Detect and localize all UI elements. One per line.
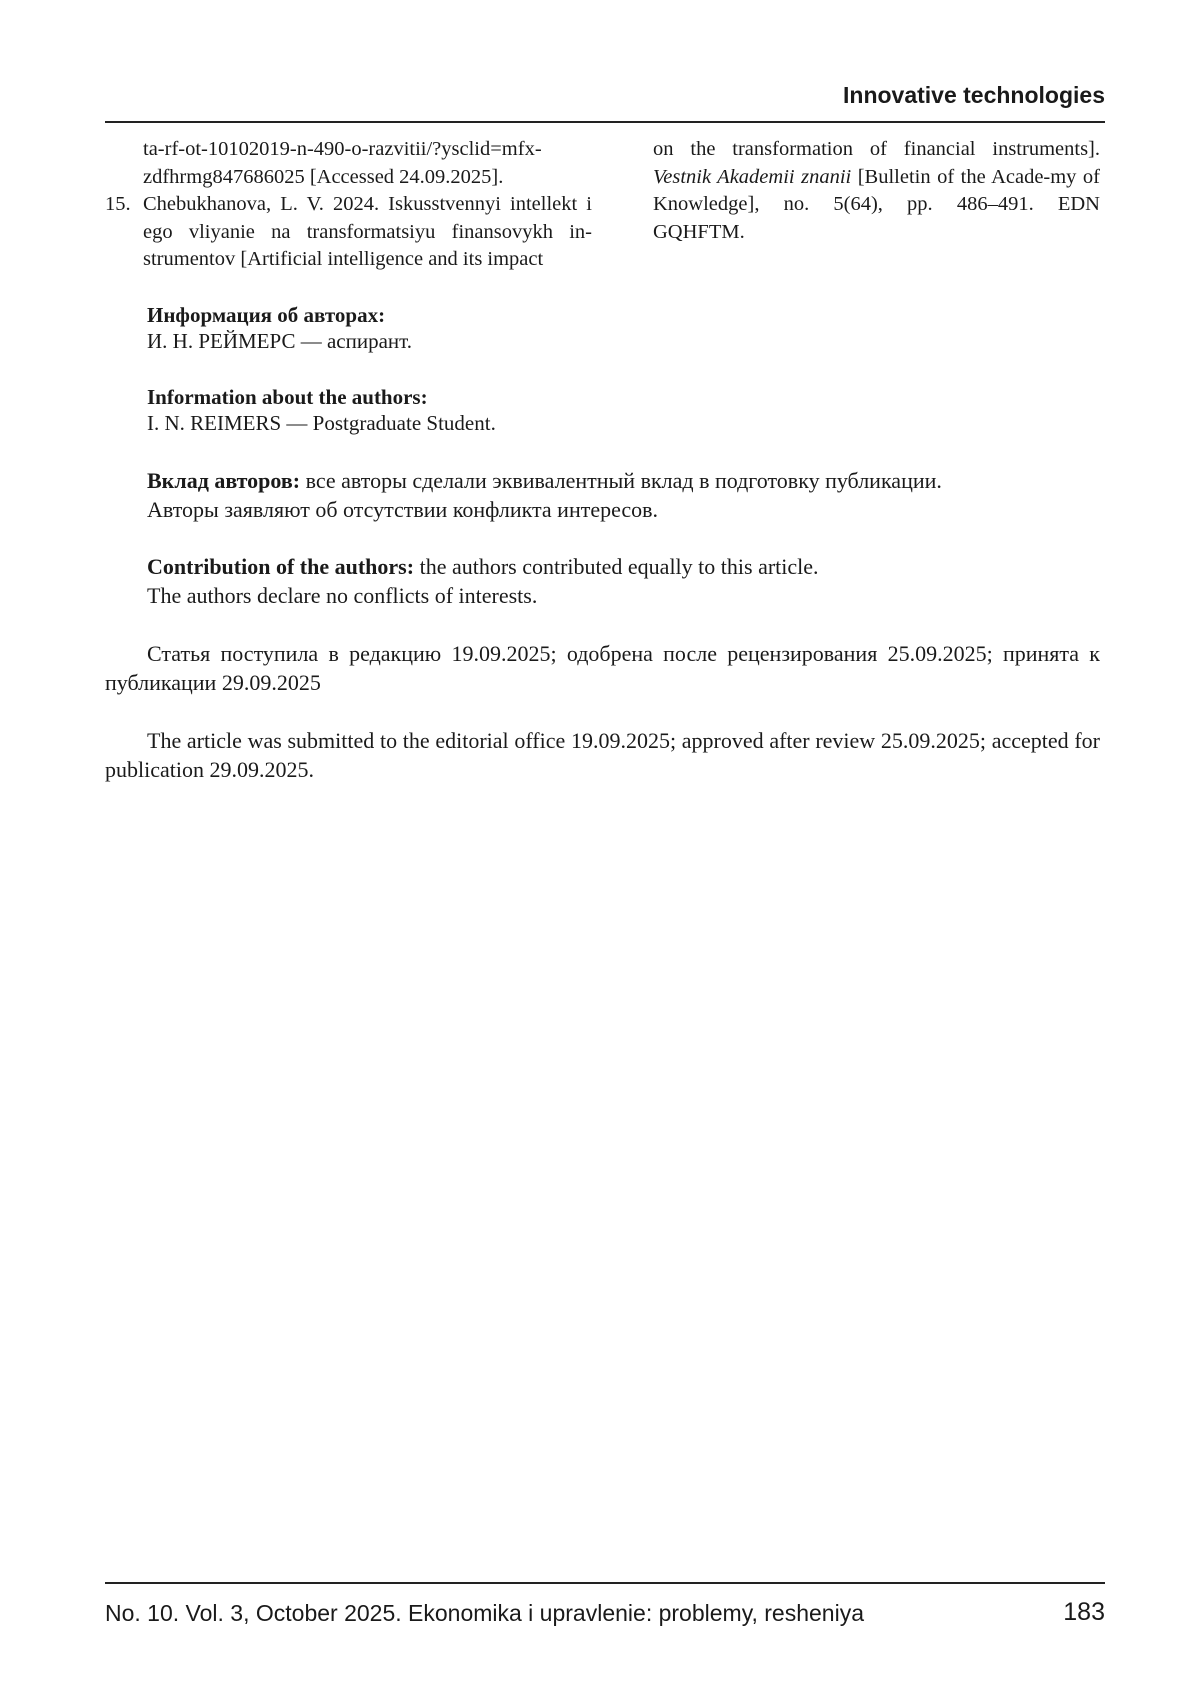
authors-info-en-line: I. N. REIMERS — Postgraduate Student. xyxy=(147,411,496,435)
references-left-column xyxy=(105,136,592,274)
authors-info-ru-line: И. Н. РЕЙМЕРС — аспирант. xyxy=(147,329,412,353)
reference-continuation-right-end: [Bulletin of the Acade-my of Knowledge], no. 5(64), pp. 486–491. EDN GQHFTM. xyxy=(653,165,1101,243)
header-divider xyxy=(105,121,1105,123)
footer-journal-line: No. 10. Vol. 3, October 2025. Ekonomika i upravlenie: problemy, resheniya xyxy=(105,1600,864,1626)
conflict-ru: Авторы заявляют об отсутствии конфликта интересов. xyxy=(147,497,659,522)
reference-text: Chebukhanova, L. V. 2024. Iskusstvennyi intellekt i ego vliyanie na transformatsiyu finansovykh in-strumentov [Artificial intelligence and its impact xyxy=(143,193,592,271)
contribution-ru xyxy=(105,466,1100,524)
contribution-en-text: the authors contributed equally to this article. xyxy=(414,554,819,579)
reference-continuation-right-start: on the transformation of financial instruments]. xyxy=(653,138,1100,160)
contribution-ru-line xyxy=(147,466,1100,495)
contribution-ru-text: все авторы сделали эквивалентный вклад в подготовку публикации. xyxy=(300,468,942,493)
article-dates-ru xyxy=(105,639,1100,697)
authors-info-ru-heading: Информация об авторах: xyxy=(147,303,386,327)
running-header-section-title: Innovative technologies xyxy=(843,82,1105,108)
conflict-en: The authors declare no conflicts of interests. xyxy=(147,583,538,608)
footer-page-number: 183 xyxy=(1063,1598,1105,1626)
authors-info-ru xyxy=(105,302,1100,354)
contribution-ru-label: Вклад авторов: xyxy=(147,468,301,493)
article-dates-en xyxy=(105,726,1100,784)
authors-info-en-heading: Information about the authors: xyxy=(147,385,428,409)
reference-continuation-left: ta-rf-ot-10102019-n-490-o-razvitii/?ysclid=mfx-zdfhrmg847686025 [Accessed 24.09.2025]. xyxy=(143,138,542,188)
article-dates-ru-text: Статья поступила в редакцию 19.09.2025; одобрена после рецензирования 25.09.2025; принята к публикации 29.09.2025 xyxy=(105,641,1100,695)
contribution-en-line xyxy=(147,552,1100,581)
reference-journal-title: Vestnik Akademii znanii xyxy=(653,165,852,188)
contribution-en-label: Contribution of the authors: xyxy=(147,554,415,579)
footer-divider xyxy=(105,1582,1105,1584)
authors-info-en xyxy=(105,384,1100,436)
reference-item-15 xyxy=(105,191,592,274)
article-dates-en-text: The article was submitted to the editorial office 19.09.2025; approved after review 25.09.2025; accepted for publication 29.09.2025. xyxy=(105,728,1100,782)
references-right-column xyxy=(653,136,1100,246)
contribution-en xyxy=(105,552,1100,610)
reference-number: 15. xyxy=(105,193,131,216)
